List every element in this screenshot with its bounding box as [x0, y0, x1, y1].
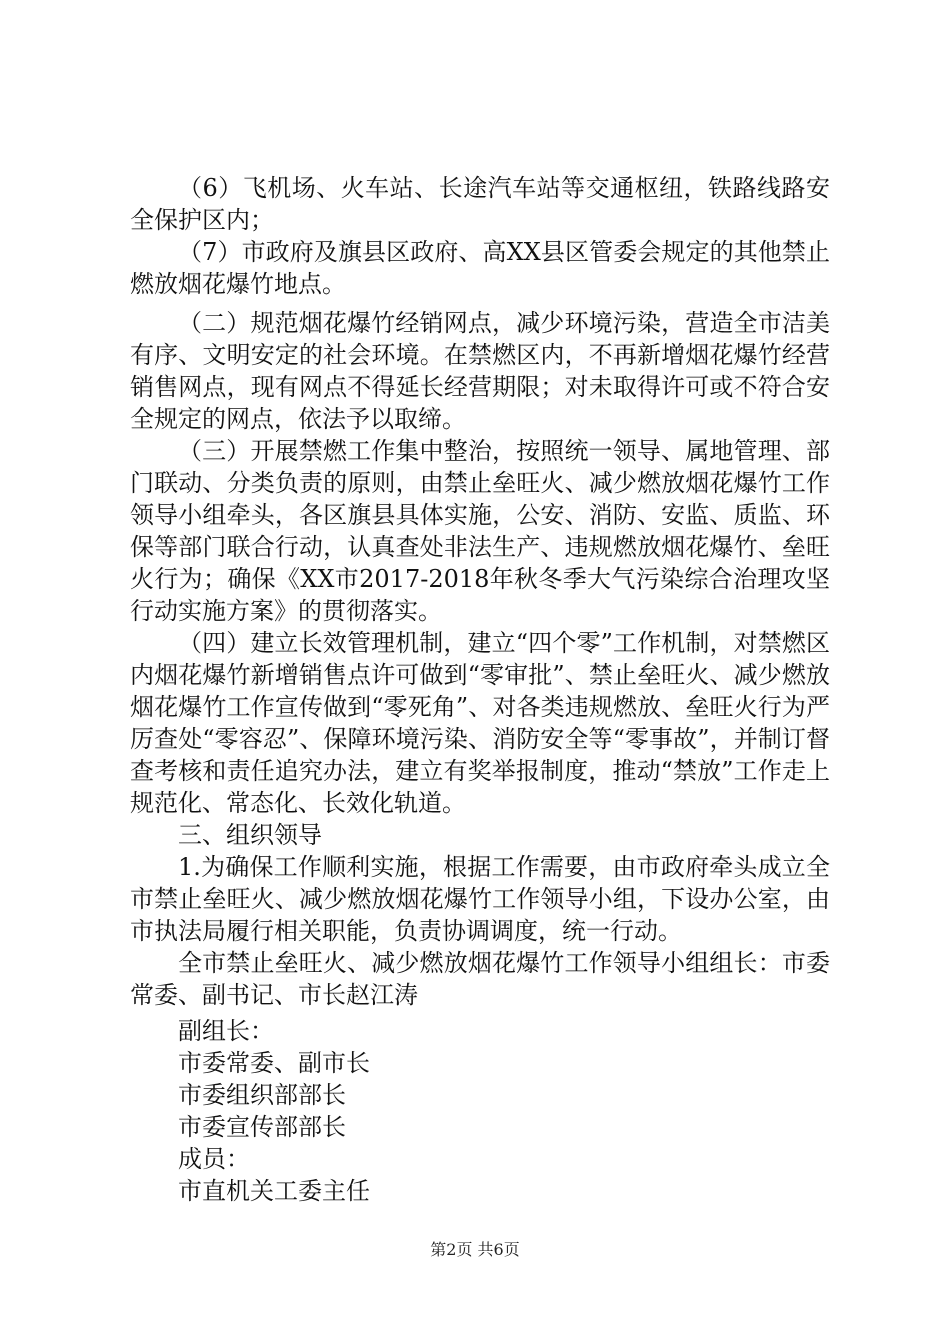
section-heading: 三、组织领导 [178, 821, 322, 849]
paragraph: （6）飞机场、火车站、长途汽车站等交通枢纽，铁路线路安全保护区内； [130, 174, 830, 234]
paragraph: （二）规范烟花爆竹经销网点，减少环境污染，营造全市洁美有序、文明安定的社会环境。在禁燃区内，不再新增烟花爆竹经营销售网点，现有网点不得延长经营期限；对未取得许可或不符合安全规定的网点，依法予以取缔。 [130, 309, 830, 433]
document-body [130, 172, 830, 1207]
member-line: 市委宣传部部长 [178, 1113, 346, 1141]
paragraph: 全市禁止垒旺火、减少燃放烟花爆竹工作领导小组组长：市委常委、副书记、市长赵江涛 [130, 949, 830, 1009]
paragraph: （三）开展禁燃工作集中整治，按照统一领导、属地管理、部门联动、分类负责的原则，由禁止垒旺火、减少燃放烟花爆竹工作领导小组牵头，各区旗县具体实施，公安、消防、安监、质监、环保等部门联合行动，认真查处非法生产、违规燃放烟花爆竹、垒旺火行为；确保《XX市2017-2018年秋冬季大气污染综合治理攻坚行动实施方案》的贯彻落实。 [130, 437, 830, 625]
member-line: 市委常委、副市长 [178, 1049, 370, 1077]
member-line: 副组长： [178, 1017, 274, 1045]
paragraph: （7）市政府及旗县区政府、高XX县区管委会规定的其他禁止燃放烟花爆竹地点。 [130, 238, 830, 298]
member-line: 成员： [178, 1145, 250, 1173]
paragraph: （四）建立长效管理机制，建立“四个零”工作机制，对禁燃区内烟花爆竹新增销售点许可做到“零审批”、禁止垒旺火、减少燃放烟花爆竹工作宣传做到“零死角”、对各类违规燃放、垒旺火行为严厉查处“零容忍”、保障环境污染、消防安全等“零事故”，并制订督查考核和责任追究办法，建立有奖举报制度，推动“禁放”工作走上规范化、常态化、长效化轨道。 [130, 629, 830, 817]
paragraph: 1.为确保工作顺利实施，根据工作需要，由市政府牵头成立全市禁止垒旺火、减少燃放烟花爆竹工作领导小组，下设办公室，由市执法局履行相关职能，负责协调调度，统一行动。 [130, 853, 830, 945]
page-number-footer: 第2页 共6页 [430, 1240, 520, 1259]
member-line: 市直机关工委主任 [178, 1177, 370, 1205]
member-line: 市委组织部部长 [178, 1081, 346, 1109]
